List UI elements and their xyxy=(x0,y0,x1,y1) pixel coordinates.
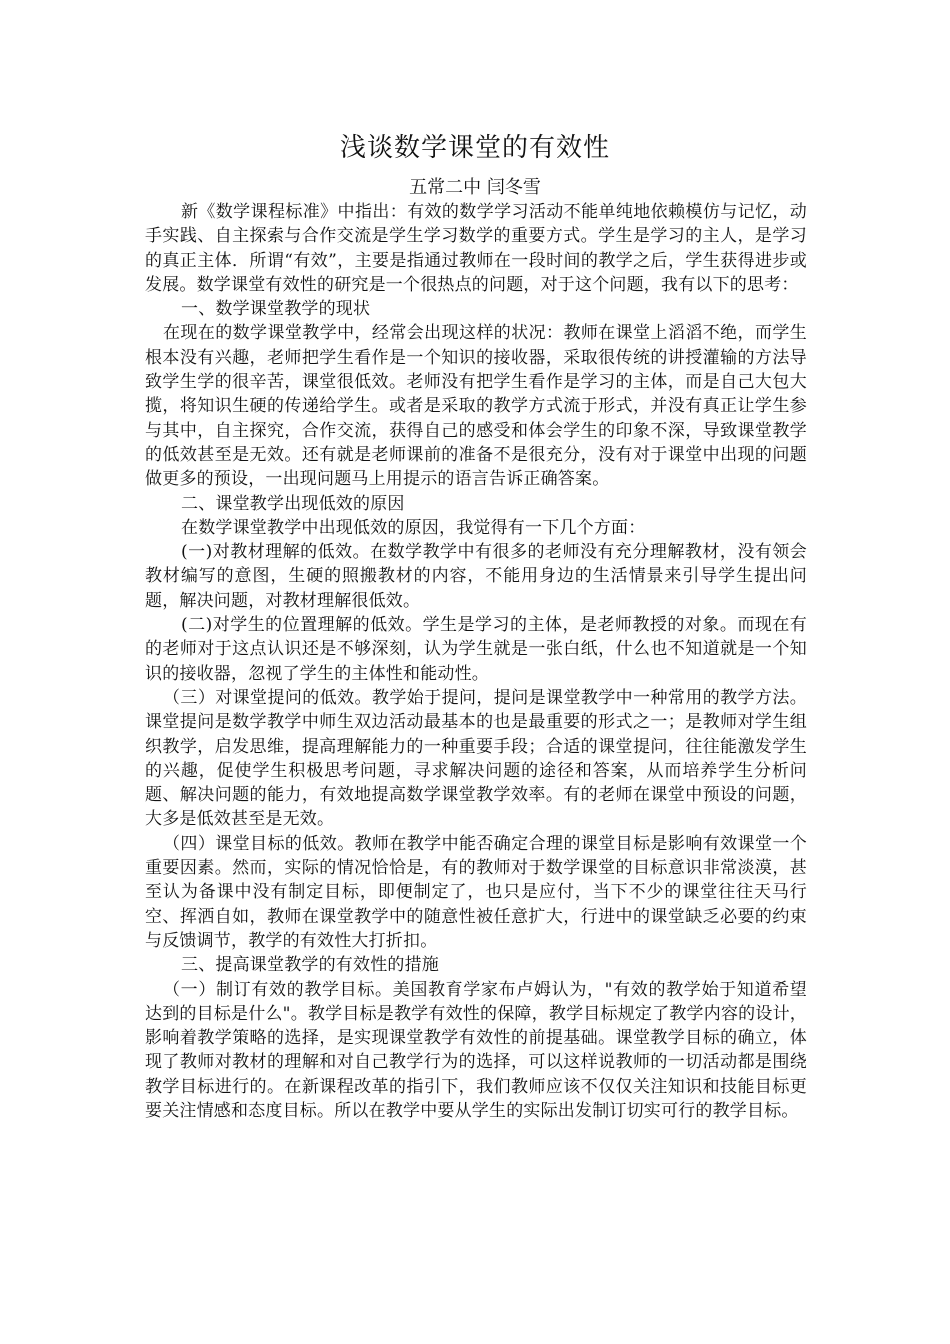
paragraph-intro: 新《数学课程标准》中指出：有效的数学学习活动不能单纯地依赖模仿与记忆，动手实践、自主探索与合作交流是学生学习数学的重要方式。学生是学习的主人，是学习的真正主体．所谓“有效”，主要是指通过教师在一段时间的教学之后，学生获得进步或发展。数学课堂有效性的研究是一个很热点的问题，对于这个问题，我有以下的思考： xyxy=(145,202,807,295)
paragraph-reason-1: (一)对教材理解的低效。在数学教学中有很多的老师没有充分理解教材，没有领会教材编写的意图，生硬的照搬教材的内容，不能用身边的生活情景来引导学生提出问题，解决问题，对教材理解很低效。 xyxy=(145,542,807,611)
document-author: 五常二中 闫冬雪 xyxy=(409,177,541,198)
section-heading-1: 一、数学课堂教学的现状 xyxy=(181,299,371,320)
paragraph-reasons-intro: 在数学课堂教学中出现低效的原因，我觉得有一下几个方面： xyxy=(181,517,646,538)
paragraph-reason-4: （四）课堂目标的低效。教师在教学中能否确定合理的课堂目标是影响有效课堂一个重要因素。然而，实际的情况恰恰是，有的教师对于数学课堂的目标意识非常淡漠，甚至认为备课中没有制定目标，即便制定了，也只是应付，当下不少的课堂往往天马行空、挥洒自如，教师在课堂教学中的随意性被任意扩大，行进中的课堂缺乏必要的约束与反馈调节，教学的有效性大打折扣。 xyxy=(145,833,807,951)
document-body xyxy=(145,200,807,1123)
paragraph-reason-3: （三）对课堂提问的低效。教学始于提问，提问是课堂教学中一种常用的教学方法。课堂提问是数学教学中师生双边活动最基本的也是最重要的形式之一；是教师对学生组织教学，启发思维，提高理解能力的一种重要手段；合适的课堂提问，往往能激发学生的兴趣，促使学生积极思考问题，寻求解决问题的途径和答案，从而培养学生分析问题、解决问题的能力，有效地提高数学课堂教学效率。有的老师在课堂中预设的问题，大多是低效甚至是无效。 xyxy=(145,687,807,830)
paragraph-measure-1: （一）制订有效的教学目标。美国教育学家布卢姆认为，"有效的教学始于知道希望达到的目标是什么"。教学目标是教学有效性的保障，教学目标规定了教学内容的设计，影响着教学策略的选择，是实现课堂教学有效性的前提基础。课堂教学目标的确立，体现了教师对教材的理解和对自己教学行为的选择，可以这样说教师的一切活动都是围绕教学目标进行的。在新课程改革的指引下，我们教师应该不仅仅关注知识和技能目标更要关注情感和态度目标。所以在教学中要从学生的实际出发制订切实可行的教学目标。 xyxy=(145,979,807,1121)
section-heading-3: 三、提高课堂教学的有效性的措施 xyxy=(181,955,439,976)
section-heading-2: 二、课堂教学出现低效的原因 xyxy=(181,493,405,514)
paragraph-current-status: 在现在的数学课堂教学中，经常会出现这样的状况：教师在课堂上滔滔不绝，而学生根本没有兴趣，老师把学生看作是一个知识的接收器，采取很传统的讲授灌输的方法导致学生学的很辛苦，课堂很低效。老师没有把学生看作是学习的主体，而是自己大包大揽，将知识生硬的传递给学生。或者是采取的教学方式流于形式，并没有真正让学生参与其中，自主探究，合作交流，获得自己的感受和体会学生的印象不深，导致课堂教学的低效甚至是无效。还有就是老师课前的准备不是很充分，没有对于课堂中出现的问题做更多的预设，一出现问题马上用提示的语言告诉正确答案。 xyxy=(145,323,807,490)
document-title: 浅谈数学课堂的有效性 xyxy=(339,133,610,163)
paragraph-reason-2: (二)对学生的位置理解的低效。学生是学习的主体，是老师教授的对象。而现在有的老师对于这点认识还是不够深刻，认为学生就是一张白纸，什么也不知道就是一个知识的接收器，忽视了学生的主体性和能动性。 xyxy=(145,615,807,684)
